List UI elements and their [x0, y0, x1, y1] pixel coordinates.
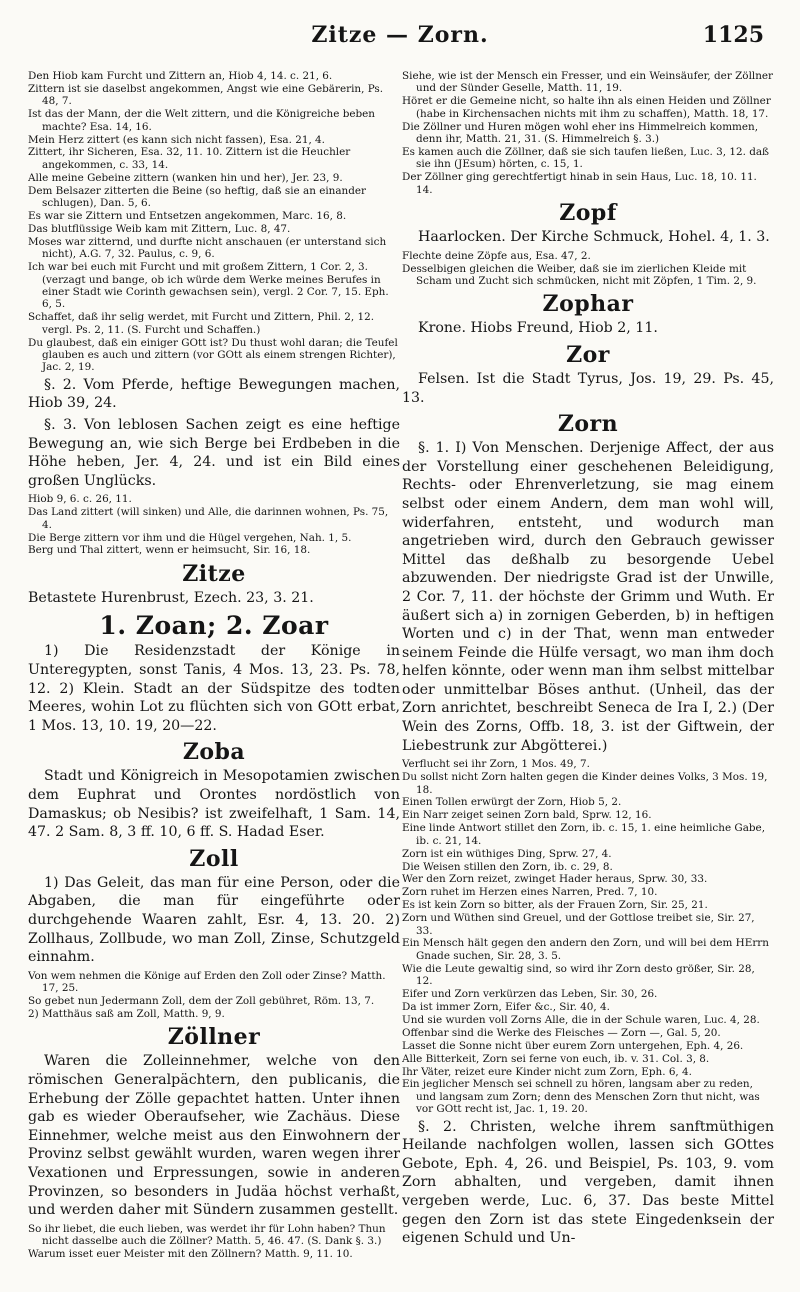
ref-line: Du glaubest, daß ein einiger GOtt ist? Du thust wohl daran; die Teufel glauben es auch und zittern (vor GOtt als einem strengen Richter), Jac. 2, 19.: [28, 336, 398, 374]
ref-line: 2) Matthäus saß am Zoll, Matth. 9, 9.: [28, 1007, 225, 1020]
ref-line: Es kamen auch die Zöllner, daß sie sich taufen ließen, Luc. 3, 12. daß sie ihn (JEsum) hörten, c. 15, 1.: [402, 145, 769, 171]
ref-line: Flechte deine Zöpfe aus, Esa. 47, 2.: [402, 249, 591, 262]
ref-line: Ist das der Mann, der die Welt zittern, und die Königreiche beben machte? Esa. 14, 16.: [28, 108, 375, 133]
page-header: [0, 18, 800, 58]
ref-line: Einen Tollen erwürgt der Zorn, Hiob 5, 2.: [402, 796, 622, 809]
ref-line: Verflucht sei ihr Zorn, 1 Mos. 49, 7.: [402, 758, 590, 771]
ref-line: Und sie wurden voll Zorns Alle, die in der Schule waren, Luc. 4, 28.: [402, 1013, 760, 1026]
ref-line: Ich war bei euch mit Furcht und mit großem Zittern, 1 Cor. 2, 3. (verzagt und bange, ob ich würde dem Werke meines Berufes in einer Stadt wie Corinth gewachsen sein), vergl. 2 Cor. 7, 15. Eph. 6, 5.: [28, 261, 389, 311]
ref-line: Eine linde Antwort stillet den Zorn, ib. c. 15, 1. eine heimliche Gabe, ib. c. 21, 14.: [402, 822, 765, 847]
ref-line: Den Hiob kam Furcht und Zittern an, Hiob 4, 14. c. 21, 6.: [28, 70, 333, 82]
section-para-zorn-2: §. 2. Christen, welche ihrem sanftmüthigen Heilande nachfolgen wollen, lassen sich GOttes Gebote, Eph. 4, 26. und Beispiel, Ps. 103, 9. vom Zorn abhalten, und vergeben, damit ihnen vergeben werde, Luc. 6, 37. Das beste Mittel gegen den Zorn ist das stete Eingedenksein der eigenen Schuld und Un-: [402, 1118, 774, 1247]
entry-text-zopf: Haarlocken. Der Kirche Schmuck, Hohel. 4, 1. 3.: [418, 229, 770, 246]
ref-line: So gebet nun Jedermann Zoll, dem der Zoll gebühret, Röm. 13, 7.: [28, 995, 375, 1008]
ref-line: Mein Herz zittert (es kann sich nicht fassen), Esa. 21, 4.: [28, 133, 325, 146]
ref-line: Die Weisen stillen den Zorn, ib. c. 29, 8.: [402, 860, 613, 873]
ref-line: Dem Belsazer zitterten die Beine (so heftig, daß sie an einander schlugen), Dan. 5, 6.: [28, 184, 367, 210]
ref-line: Das blutflüssige Weib kam mit Zittern, Luc. 8, 47.: [28, 222, 291, 235]
ref-line: Zorn ist ein wüthiges Ding, Sprw. 27, 4.: [402, 847, 612, 860]
ref-line: Ein jeglicher Mensch sei schnell zu hören, langsam aber zu reden, und langsam zum Zorn; denn des Menschen Zorn thut nicht, was vor GOtt recht ist, Jac. 1, 19. 20.: [402, 1078, 760, 1116]
ref-line: Wer den Zorn reizet, zwinget Hader heraus, Sprw. 30, 33.: [402, 873, 708, 886]
entry-heading-zorn: Zorn: [557, 411, 619, 438]
entry-text-zoan: 1) Die Residenzstadt der Könige in Unteregypten, sonst Tanis, 4 Mos. 13, 23. Ps. 78, 12. 2) Klein. Stadt an der Südspitze des todten Meeres, wohin Lot zu flüchten sich von GOtt erbat, 1 Mos. 13, 10. 19, 20—22.: [28, 643, 400, 734]
ref-line: Zittern ist sie daselbst angekommen, Angst wie eine Gebärerin, Ps. 48, 7.: [28, 82, 384, 108]
ref-line: Höret er die Gemeine nicht, so halte ihn als einen Heiden und Zöllner (habe in Kirchensachen nichts mit ihm zu schaffen), Matth. 18, 17.: [402, 95, 771, 120]
ref-line: Wie die Leute gewaltig sind, so wird ihr Zorn desto größer, Sir. 28, 12.: [402, 962, 755, 988]
ref-line: Zittert, ihr Sicheren, Esa. 32, 11. 10. Zittern ist die Heuchler angekommen, c. 33, 14.: [28, 146, 351, 171]
ref-line: Desselbigen gleichen die Weiber, daß sie im zierlichen Kleide mit Scham und Zucht sich schmücken, nicht mit Zöpfen, 1 Tim. 2, 9.: [402, 262, 757, 287]
page-number: 1125: [702, 22, 764, 48]
entry-text-zitze: Betastete Hurenbrust, Ezech. 23, 3. 21.: [28, 589, 314, 606]
entry-text-zophar: Krone. Hiobs Freund, Hiob 2, 11.: [418, 320, 658, 337]
ref-line: Moses war zitternd, und durfte nicht anschauen (er unterstand sich nicht), A.G. 7, 32. Paulus, c. 9, 6.: [28, 235, 387, 261]
entry-heading-zitze: Zitze: [182, 560, 246, 587]
ref-line: Siehe, wie ist der Mensch ein Fresser, und ein Weinsäufer, der Zöllner und der Sünder Geselle, Matth. 11, 19.: [402, 70, 774, 95]
ref-line: Offenbar sind die Werke des Fleisches — Zorn —, Gal. 5, 20.: [402, 1026, 721, 1039]
ref-line: Lasset die Sonne nicht über eurem Zorn untergehen, Eph. 4, 26.: [402, 1039, 744, 1052]
ref-line: So ihr liebet, die euch lieben, was werdet ihr für Lohn haben? Thun nicht dasselbe auch die Zöllner? Matth. 5, 46. 47. (S. Dank §. 3.): [28, 1222, 386, 1248]
ref-line: Du sollst nicht Zorn halten gegen die Kinder deines Volks, 3 Mos. 19, 18.: [402, 771, 768, 796]
section-para-3: §. 3. Von leblosen Sachen zeigt es eine heftige Bewegung an, wie sich Berge bei Erdbeben in die Höhe heben, Jer. 4, 24. und ist ein Bild eines großen Unglücks.: [28, 416, 400, 489]
entry-heading-zopf: Zopf: [559, 200, 617, 227]
ref-line: Die Berge zittern vor ihm und die Hügel vergehen, Nah. 1, 5.: [28, 531, 352, 544]
intro-refs: [28, 70, 400, 374]
entry-text-zoll: 1) Das Geleit, das man für eine Person, oder die Abgaben, die man für eingeführte oder durchgehende Waaren zahlt, Esr. 4, 13. 20. 2) Zollhaus, Zollbude, wo man Zoll, Zinse, Schutzgeld einnahm.: [28, 874, 400, 966]
ref-line: Zorn ruhet im Herzen eines Narren, Pred. 7, 10.: [402, 886, 658, 899]
ref-line: Berg und Thal zittert, wenn er heimsucht, Sir. 16, 18.: [28, 544, 311, 557]
ref-line: Von wem nehmen die Könige auf Erden den Zoll oder Zinse? Matth. 17, 25.: [28, 969, 386, 995]
entry-heading-zoellner: Zöllner: [167, 1024, 261, 1051]
section-para-2: §. 2. Vom Pferde, heftige Bewegungen machen, Hiob 39, 24.: [28, 376, 400, 412]
ref-line: Es war sie Zittern und Entsetzen angekommen, Marc. 16, 8.: [28, 209, 347, 222]
ref-line: Ihr Väter, reizet eure Kinder nicht zum Zorn, Eph. 6, 4.: [402, 1065, 692, 1078]
entry-heading-zor: Zor: [566, 341, 610, 368]
entry-heading-zoba: Zoba: [182, 739, 246, 766]
entry-heading-zoll: Zoll: [189, 845, 239, 872]
ref-line: Da ist immer Zorn, Eifer &c., Sir. 40, 4.: [402, 1000, 610, 1013]
entry-heading-zophar: Zophar: [542, 291, 634, 318]
ref-line: Das Land zittert (will sinken) und Alle, die darinnen wohnen, Ps. 75, 4.: [28, 506, 389, 531]
ref-line: Ein Mensch hält gegen den andern den Zorn, und will bei dem HErrn Gnade suchen, Sir. 28, 3. 5.: [402, 937, 769, 962]
ref-line: Zorn und Wüthen sind Greuel, und der Gottlose treibet sie, Sir. 27, 33.: [402, 912, 755, 937]
ref-line: Schaffet, daß ihr selig werdet, mit Furcht und Zittern, Phil. 2, 12. vergl. Ps. 2, 11. (S. Furcht und Schaffen.): [28, 311, 375, 336]
entry-text-zorn: §. 1. I) Von Menschen. Derjenige Affect, der aus der Vorstellung einer geschehenen Beleidigung, Rechts- oder Ehrenverletzung, sie mag einem selbst oder einem Andern, dem man wohl will, widerfahren, entsteht, und wodurch man angetrieben wird, durch den Gebrauch gewisser Mittel das deßhalb zu besorgende Uebel abzuwenden. Der niedrigste Grad ist der Unwille, 2 Cor. 7, 11. der höchste der Grimm und Wuth. Er äußert sich a) in zornigen Geberden, b) in heftigen Worten und c) in der That, wenn man entweder seinem Feinde die Hülfe versagt, wo man ihm doch helfen könnte, oder wenn man ihm selbst mittelbar oder unmittelbar Böses anthut. (Unheil, das der Zorn anrichtet, beschreibt Seneca de Ira I, 2.) (Der Wein des Zorns, Offb. 18, 3. ist der Giftwein, der Liebestrunk zur Abgötterei.): [402, 440, 774, 754]
running-title: Zitze — Zorn.: [311, 22, 489, 48]
entry-text-zoellner: Waren die Zolleinnehmer, welche von den römischen Generalpächtern, den publicanis, die Erhebung der Zölle gepachtet hatten. Unter ihnen gab es wieder Oberaufseher, wie Zachäus. Diese Einnehmer, welche meist aus den Einwohnern der Provinz selbst gewählt wurden, waren wegen ihrer Vexationen und Erpressungen, sowie in anderen Provinzen, so besonders in Judäa höchst verhaßt, und werden daher mit Sündern zusammen gestellt.: [28, 1053, 400, 1219]
ref-line: Es ist kein Zorn so bitter, als der Frauen Zorn, Sir. 25, 21.: [402, 899, 708, 912]
entry-heading-zoan: 1. Zoan; 2. Zoar: [99, 611, 329, 641]
left-column: [28, 70, 400, 1282]
ref-line: Alle Bitterkeit, Zorn sei ferne von euch, ib. v. 31. Col. 3, 8.: [402, 1052, 710, 1065]
ref-line: Die Zöllner und Huren mögen wohl eher ins Himmelreich kommen, denn ihr, Matth. 21, 31. (S. Himmelreich §. 3.): [402, 120, 759, 146]
ref-line: Ein Narr zeiget seinen Zorn bald, Sprw. 12, 16.: [402, 809, 652, 822]
ref-line: Der Zöllner ging gerechtfertigt hinab in sein Haus, Luc. 18, 10. 11. 14.: [402, 171, 757, 196]
ref-line: Eifer und Zorn verkürzen das Leben, Sir. 30, 26.: [402, 988, 658, 1001]
right-column: [402, 70, 774, 1282]
entry-text-zor: Felsen. Ist die Stadt Tyrus, Jos. 19, 29. Ps. 45, 13.: [402, 370, 774, 406]
ref-line: Alle meine Gebeine zittern (wanken hin und her), Jer. 23, 9.: [28, 171, 343, 184]
entry-text-zoba: Stadt und Königreich in Mesopotamien zwischen dem Euphrat und Orontes nordöstlich von Damaskus; ob Nesibis? ist zweifelhaft, 1 Sam. 14, 47. 2 Sam. 8, 3 ff. 10, 6 ff. S. Hadad Eser.: [28, 768, 400, 841]
ref-line: Hiob 9, 6. c. 26, 11.: [28, 493, 132, 506]
ref-line: Warum isset euer Meister mit den Zöllnern? Matth. 9, 11. 10.: [28, 1248, 353, 1261]
